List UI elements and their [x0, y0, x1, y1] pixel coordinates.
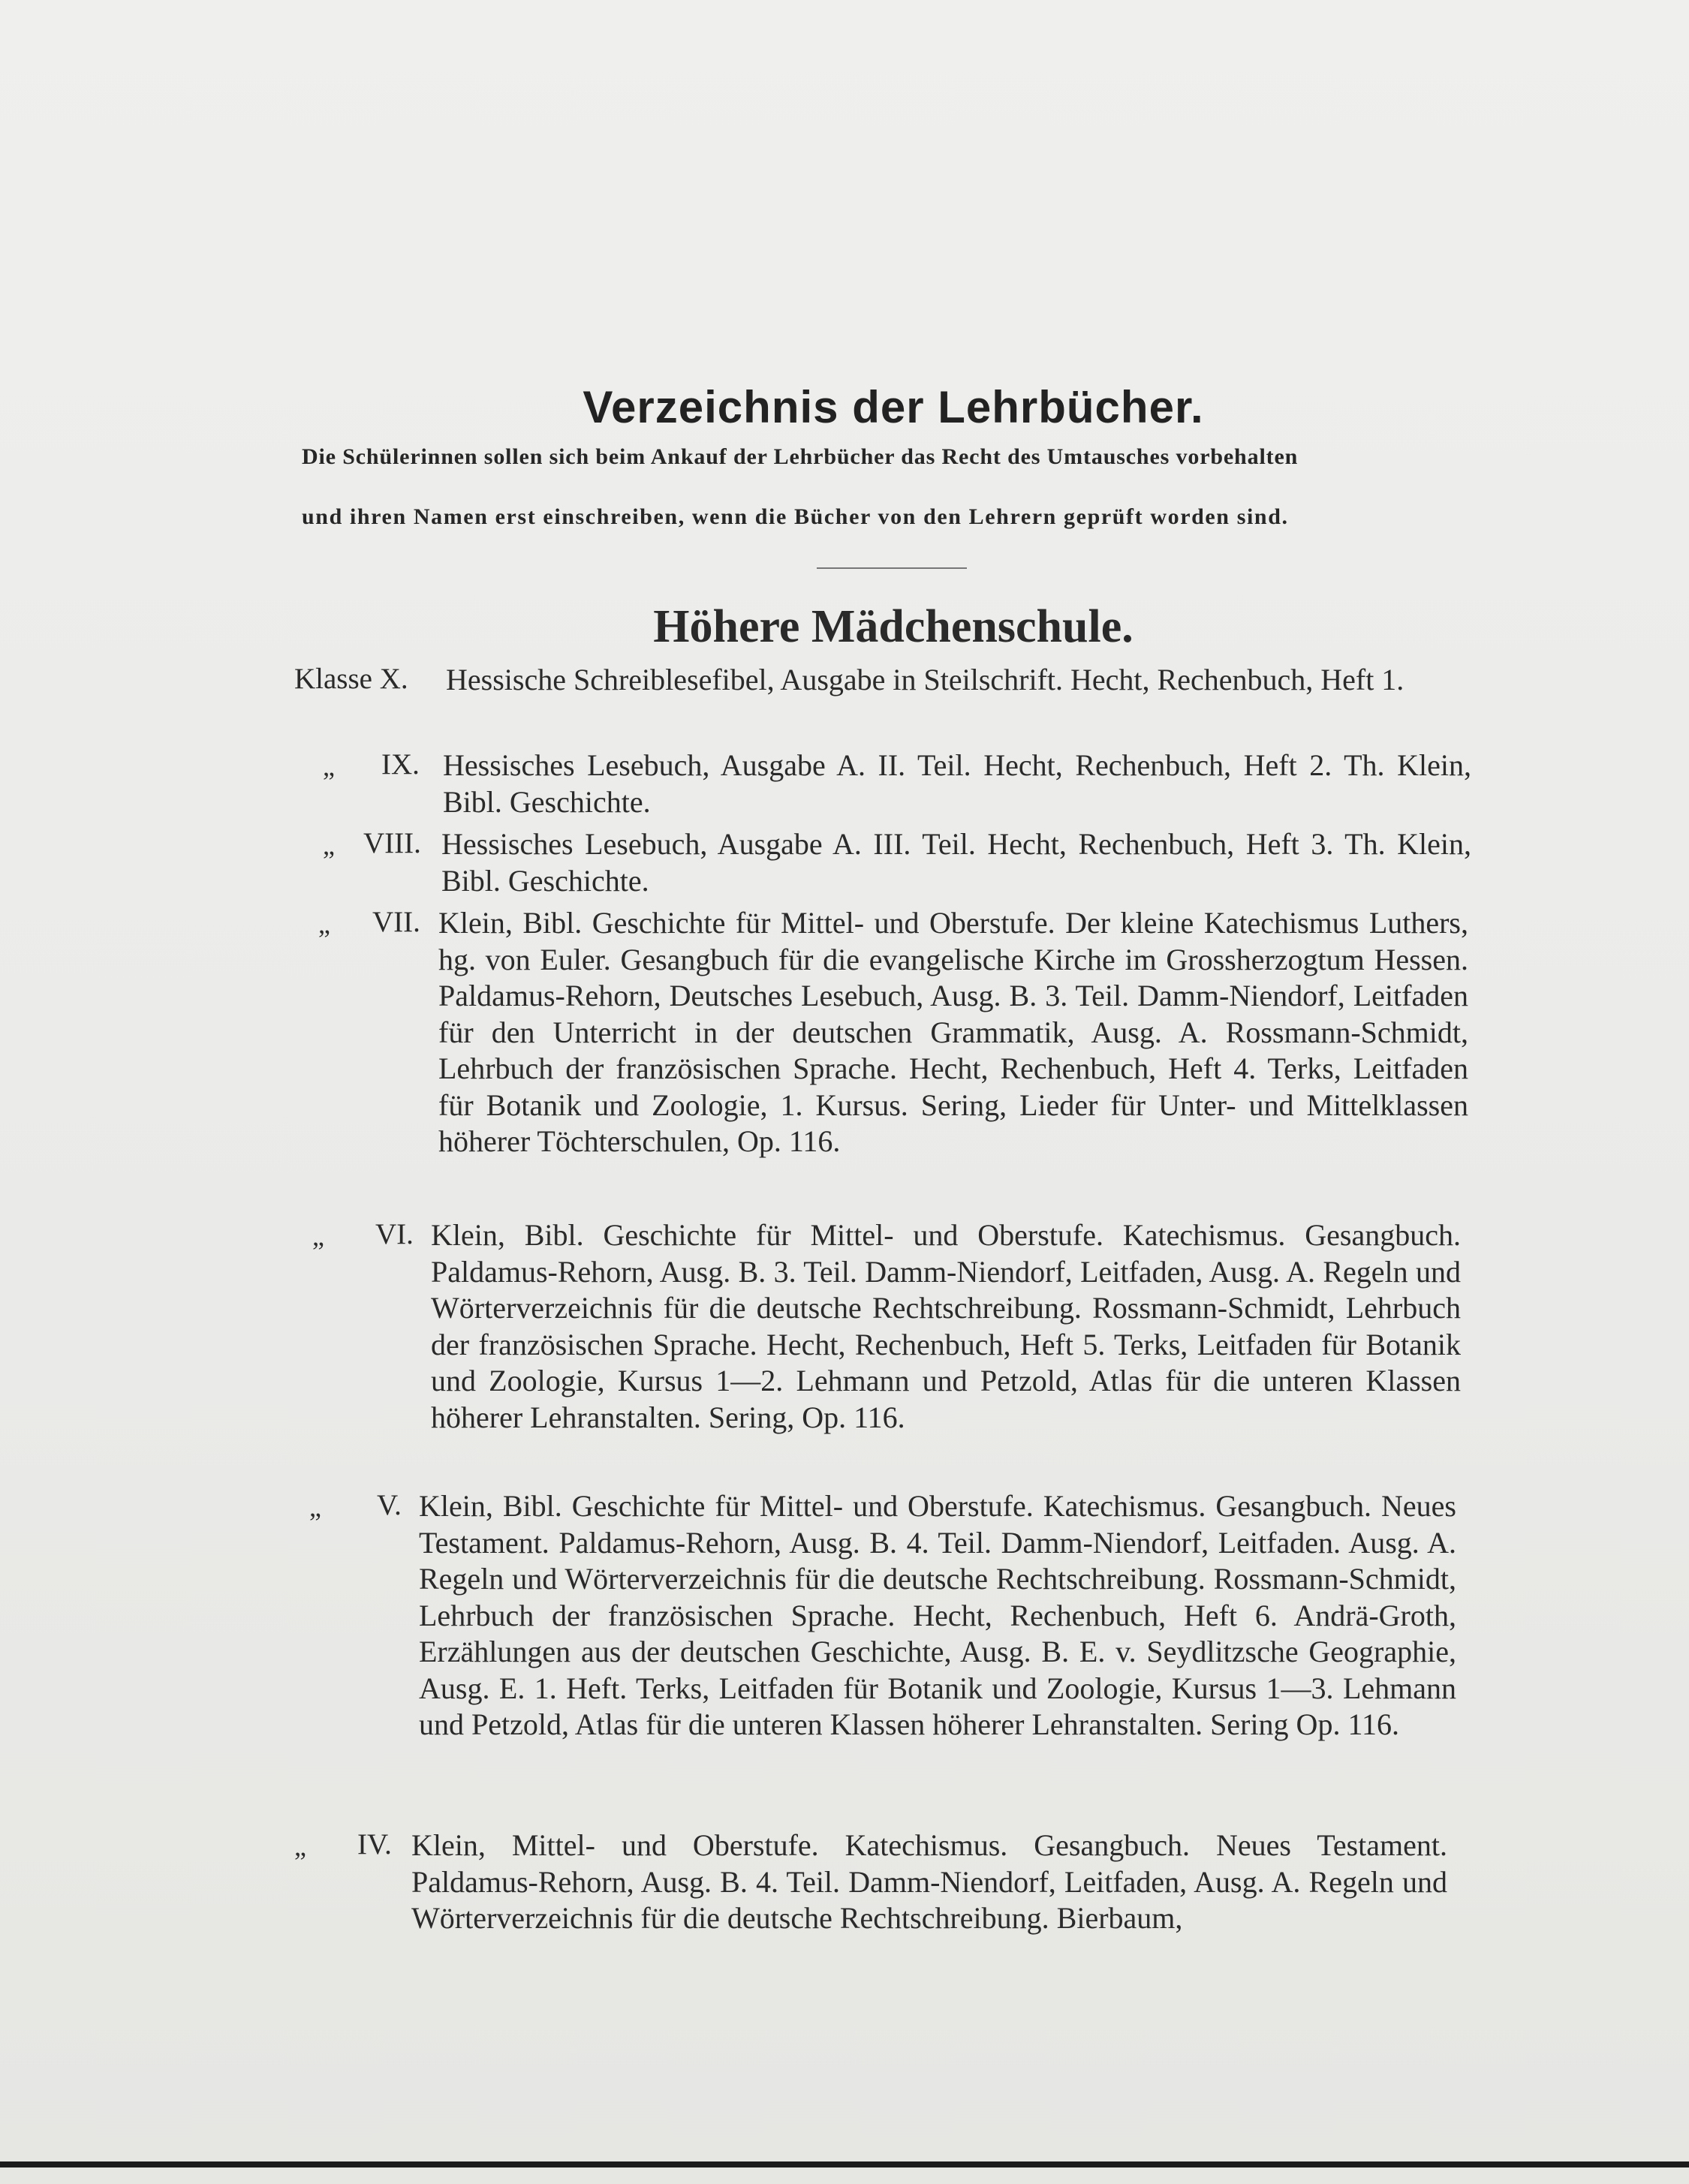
- class-label: V.: [377, 1489, 402, 1521]
- class-booklist: Klein, Bibl. Geschichte für Mittel- und Oberstufe. Der kleine Katechismus Luthers, hg. von Euler. Gesangbuch für die evangelische Kirche im Grossherzogtum Hessen. Paldamus-Rehorn, Deutsches Lesebuch, Ausg. B. 3. Teil. Damm-Niendorf, Leitfaden für den Unterricht in der deutschen Grammatik, Ausg. A. Rossmann-Schmidt, Lehrbuch der französischen Sprache. Hecht, Rechenbuch, Heft 4. Terks, Leitfaden für Botanik und Zoologie, 1. Kursus. Sering, Lieder für Unter- und Mittelklassen höherer Töchterschulen, Op. 116.: [438, 906, 1468, 1158]
- class-booklist: Klein, Mittel- und Oberstufe. Katechismus. Gesangbuch. Neues Testament. Paldamus-Rehorn, Ausg. B. 4. Teil. Damm-Niendorf, Leitfaden, Ausg. A. Regeln und Wörterverzeichnis für die deutsche Rechtschreibung. Bierbaum,: [411, 1828, 1447, 1935]
- section-title: Höhere Mädchenschule.: [653, 601, 1134, 652]
- class-label: VI.: [375, 1218, 414, 1250]
- page-title: Verzeichnis der Lehrbücher.: [583, 382, 1204, 432]
- class-booklist: Hessisches Lesebuch, Ausgabe A. III. Teil. Hecht, Rechenbuch, Heft 3. Th. Klein, Bibl. Geschichte.: [441, 827, 1471, 898]
- ditto-mark: „: [318, 909, 330, 939]
- class-booklist: Klein, Bibl. Geschichte für Mittel- und Oberstufe. Katechismus. Gesangbuch. Paldamus-Rehorn, Ausg. B. 3. Teil. Damm-Niendorf, Leitfaden, Ausg. A. Regeln und Wörterverzeichnis für die deutsche Rechtschreibung. Rossmann-Schmidt, Lehrbuch der französischen Sprache. Hecht, Rechenbuch, Heft 5. Terks, Leitfaden für Botanik und Zoologie, Kursus 1—2. Lehmann und Petzold, Atlas für die unteren Klassen höherer Lehranstalten. Sering, Op. 116.: [431, 1218, 1461, 1434]
- class-label: VIII.: [363, 827, 421, 859]
- class-label: IV.: [357, 1828, 392, 1861]
- class-label: IX.: [381, 748, 420, 781]
- scan-bottom-edge: [0, 2161, 1689, 2167]
- class-label: VII.: [372, 906, 420, 938]
- ditto-mark: „: [323, 751, 335, 781]
- class-booklist: Hessisches Lesebuch, Ausgabe A. II. Teil. Hecht, Rechenbuch, Heft 2. Th. Klein, Bibl. Geschichte.: [443, 748, 1471, 819]
- ditto-mark: „: [309, 1492, 321, 1522]
- class-booklist: Hessische Schreiblesefibel, Ausgabe in Steilschrift. Hecht, Rechenbuch, Heft 1.: [446, 663, 1404, 696]
- ditto-mark: „: [312, 1221, 324, 1251]
- class-booklist: Klein, Bibl. Geschichte für Mittel- und Oberstufe. Katechismus. Gesangbuch. Neues Testament. Paldamus-Rehorn, Ausg. B. 4. Teil. Damm-Niendorf, Leitfaden. Ausg. A. Regeln und Wörterverzeichnis für die deutsche Rechtschreibung. Rossmann-Schmidt, Lehrbuch der französischen Sprache. Hecht, Rechenbuch, Heft 6. Andrä-Groth, Erzählungen aus der deutschen Geschichte, Ausg. B. E. v. Seydlitzsche Geographie, Ausg. E. 1. Heft. Terks, Leitfaden für Botanik und Zoologie, Kursus 1—3. Lehmann und Petzold, Atlas für die unteren Klassen höherer Lehranstalten. Sering Op. 116.: [419, 1489, 1456, 1741]
- title-divider: [817, 567, 967, 569]
- notice-line-1: Die Schülerinnen sollen sich beim Ankauf der Lehrbücher das Recht des Umtausches vorbehalten: [302, 444, 1299, 469]
- notice-line-2: und ihren Namen erst einschreiben, wenn die Bücher von den Lehrern geprüft worden sind.: [302, 504, 1289, 529]
- class-label: Klasse X.: [294, 663, 408, 695]
- ditto-mark: „: [294, 1831, 306, 1861]
- ditto-mark: „: [323, 830, 335, 860]
